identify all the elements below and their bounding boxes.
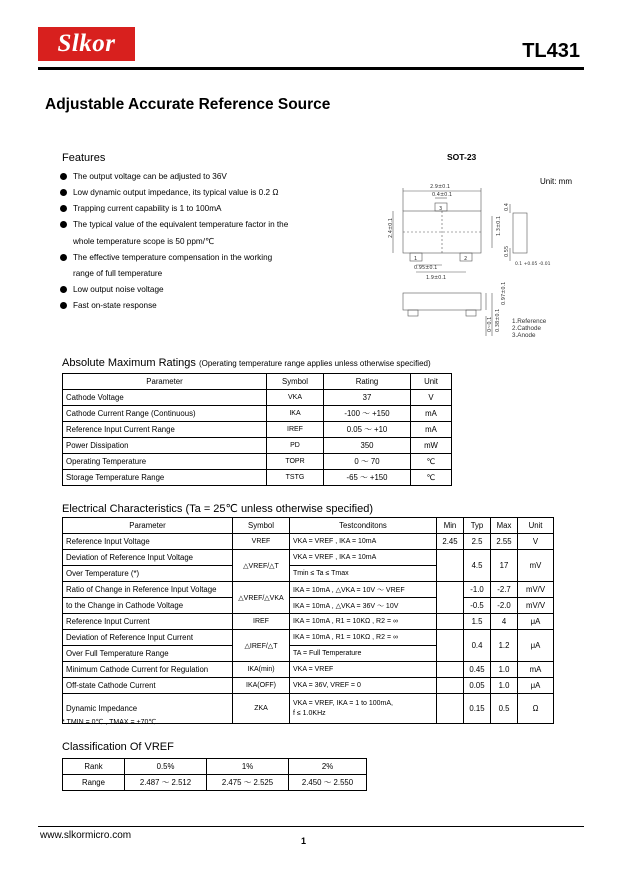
table-row: Reference Input Current Range IREF 0.05 ～ +10 mA <box>63 422 452 438</box>
table-row: Deviation of Reference Input Voltage △VREF/△T VKA = VREF , IKA = 10mA 4.5 17 mV <box>63 550 554 566</box>
table-row: Storage Temperature Range TSTG -65 ～ +150 ℃ <box>63 470 452 486</box>
dim-label: 0.1 +0.05 -0.01 <box>515 262 551 267</box>
table-row: Dynamic Impedance ZKA VKA = VREF, IKA = 1 to 100mA, f ≤ 1.0KHz 0.15 0.5 Ω <box>63 694 554 724</box>
feature-item: Low output noise voltage <box>60 284 164 295</box>
features-heading: Features <box>62 152 106 164</box>
dim-label: 0~0.1 <box>487 316 493 332</box>
table-row: Cathode Voltage VKA 37 V <box>63 390 452 406</box>
header-divider <box>38 67 584 70</box>
table-row: Off-state Cathode Current IKA(OFF) VKA = 36V, VREF = 0 0.05 1.0 μA <box>63 678 554 694</box>
brand-logo: Slkor <box>38 27 135 61</box>
dim-label: 0.55 <box>504 245 510 257</box>
feature-item: The typical value of the equivalent temperature factor in the <box>60 219 288 230</box>
table-row: Reference Input Voltage VREF VKA = VREF , IKA = 10mA 2.45 2.5 2.55 V <box>63 534 554 550</box>
feature-item: Fast on-state response <box>60 300 157 311</box>
elec-heading: Electrical Characteristics (Ta = 25℃ unless otherwise specified) <box>62 503 374 515</box>
abs-max-heading: Absolute Maximum Ratings (Operating temperature range applies unless otherwise specified) <box>62 357 431 369</box>
table-header-row: Rank 0.5% 1% 2% <box>63 759 367 775</box>
dim-label: 2.9±0.1 <box>430 184 451 190</box>
pin-label: 2 <box>464 256 468 262</box>
dim-label: 1.9±0.1 <box>426 275 447 281</box>
classification-table <box>62 758 367 791</box>
pin-legend-item: 2.Cathode <box>512 325 542 332</box>
pin-label: 1 <box>414 256 418 262</box>
table-row: Cathode Current Range (Continuous) IKA -100 ～ +150 mA <box>63 406 452 422</box>
table-row: Operating Temperature TOPR 0 ～ 70 ℃ <box>63 454 452 470</box>
page-title: Adjustable Accurate Reference Source <box>45 96 331 113</box>
feature-item-continued: range of full temperature <box>73 269 163 278</box>
elec-char-table <box>62 517 554 724</box>
table-row: Ratio of Change in Reference Input Voltage △VREF/△VKA IKA = 10mA , △VKA = 10V ～ VREF -1.0 -2.7 mV/V <box>63 582 554 598</box>
dim-label: 0.95±0.1 <box>414 265 438 271</box>
classification-heading: Classification Of VREF <box>62 741 174 753</box>
feature-item: The output voltage can be adjusted to 36V <box>60 171 227 182</box>
table-row: to the Change in Cathode Voltage IKA = 10mA , △VKA = 36V ～ 10V -0.5 -2.0 mV/V <box>63 598 554 614</box>
dim-label: 0.38±0.1 <box>495 308 501 332</box>
part-number: TL431 <box>522 40 580 62</box>
abs-max-table <box>62 373 452 486</box>
package-unit: Unit: mm <box>540 177 572 186</box>
table-header-row: Parameter Symbol Testconditons Min Typ Max Unit <box>63 518 554 534</box>
table-row: Minimum Cathode Current for Regulation IKA(min) VKA = VREF 0.45 1.0 mA <box>63 662 554 678</box>
table-row: Range 2.487 ～ 2.512 2.475 ～ 2.525 2.450 ～ 2.550 <box>63 775 367 791</box>
dim-label: 0.97±0.1 <box>501 281 507 305</box>
table-row: Deviation of Reference Input Current △IREF/△T IKA = 10mA , R1 = 10KΩ , R2 = ∞ 0.4 1.2 μA <box>63 630 554 646</box>
feature-item: The effective temperature compensation in the working <box>60 252 272 263</box>
footer-website: www.slkormicro.com <box>40 830 132 841</box>
feature-item: Low dynamic output impedance, its typical value is 0.2 Ω <box>60 187 278 198</box>
table-row: Reference Input Current IREF IKA = 10mA , R1 = 10KΩ , R2 = ∞ 1.5 4 μA <box>63 614 554 630</box>
package-name: SOT-23 <box>447 152 477 162</box>
table-header-row: Parameter Symbol Rating Unit <box>63 374 452 390</box>
dim-label: 2.4±0.1 <box>388 217 394 238</box>
table-row: Over Full Temperature Range TA = Full Temperature <box>63 646 554 662</box>
feature-item-continued: whole temperature scope is 50 ppm/℃ <box>73 237 215 246</box>
pin-legend-item: 3.Anode <box>512 332 536 339</box>
dim-label: 0.4±0.1 <box>432 192 453 198</box>
dim-label: 0.4 <box>504 203 510 211</box>
table-row: Over Temperature (*) Tmin ≤ Ta ≤ Tmax <box>63 566 554 582</box>
page-number: 1 <box>301 836 307 846</box>
table-row: Power Dissipation PD 350 mW <box>63 438 452 454</box>
footer-divider <box>38 826 584 827</box>
pin-label: 3 <box>439 206 443 212</box>
temperature-note: * TMIN = 0℃ , TMAX = +70℃ <box>62 719 157 726</box>
pin-legend-item: 1.Reference <box>512 318 547 325</box>
feature-item: Trapping current capability is 1 to 100mA <box>60 203 222 214</box>
dim-label: 1.3±0.1 <box>496 215 502 236</box>
